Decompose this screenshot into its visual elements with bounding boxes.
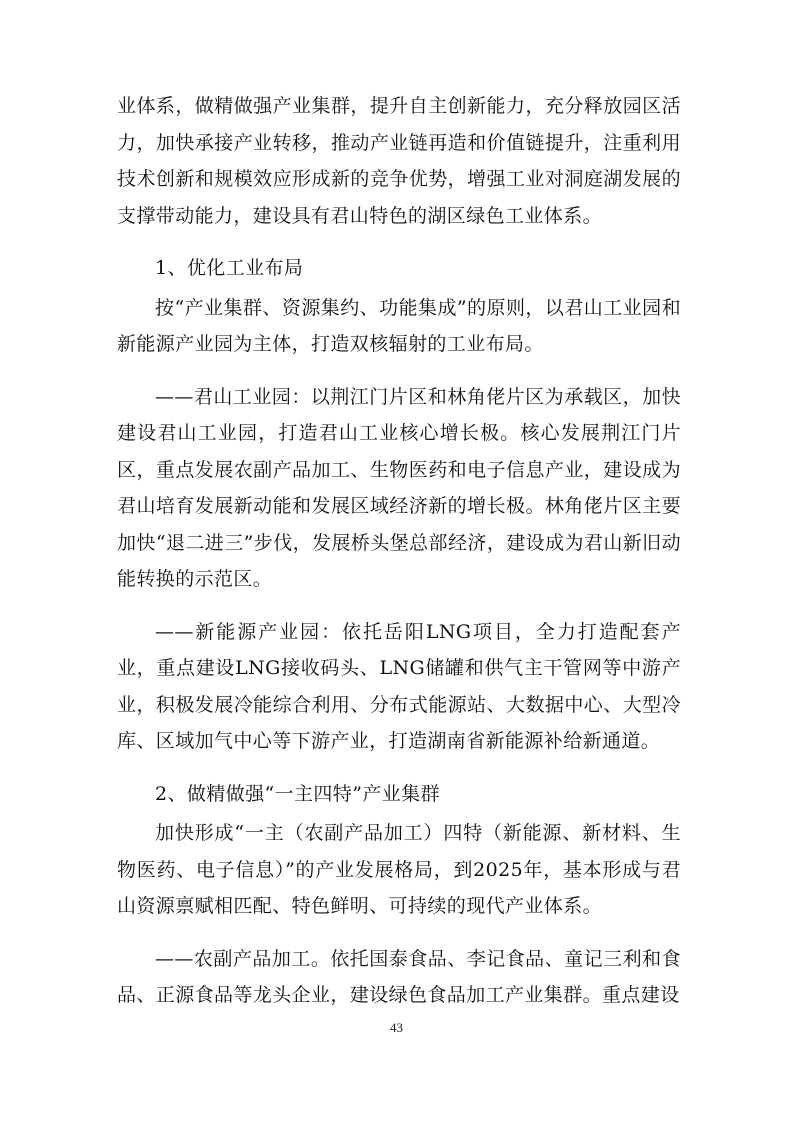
section-heading-1: 1、优化工业布局	[155, 257, 304, 279]
paragraph-new-energy-park: ——新能源产业园：依托岳阳LNG项目，全力打造配套产业，重点建设LNG接收码头、LNG储罐和供气主干管网等中游产业，积极发展冷能综合利用、分布式能源站、大数据中心、大型冷库、区域加气中心等下游产业，打造湖南省新能源补给新通道。	[117, 620, 681, 752]
paragraph-agri-processing: ——农副产品加工。依托国泰食品、李记食品、童记三利和食品、正源食品等龙头企业，建设绿色食品加工产业集群。重点建设	[117, 947, 681, 1006]
paragraph-junshan-industrial-park: ——君山工业园：以荆江门片区和林角佬片区为承载区，加快建设君山工业园，打造君山工业核心增长极。核心发展荆江门片区，重点发展农副产品加工、生物医药和电子信息产业，建设成为君山培育发展新动能和发展区域经济新的增长极。林角佬片区主要加快“退二进三”步伐，发展桥头堡总部经济，建设成为君山新旧动能转换的示范区。	[117, 385, 681, 590]
page-body	[117, 88, 681, 1014]
paragraph-continuation: 业体系，做精做强产业集群，提升自主创新能力，充分释放园区活力，加快承接产业转移，推动产业链再造和价值链提升，注重利用技术创新和规模效应形成新的竞争优势，增强工业对洞庭湖发展的支撑带动能力，建设具有君山特色的湖区绿色工业体系。	[117, 95, 681, 227]
paragraph-industry-pattern: 加快形成“一主（农副产品加工）四特（新能源、新材料、生物医药、电子信息）”的产业发展格局，到2025年，基本形成与君山资源禀赋相匹配、特色鲜明、可持续的现代产业体系。	[117, 822, 681, 917]
section-heading-2: 2、做精做强“一主四特”产业集群	[155, 782, 440, 805]
page-number: 43	[390, 1020, 403, 1035]
paragraph-principle: 按“产业集群、资源集约、功能集成”的原则，以君山工业园和新能源产业园为主体，打造双核辐射的工业布局。	[117, 296, 681, 355]
